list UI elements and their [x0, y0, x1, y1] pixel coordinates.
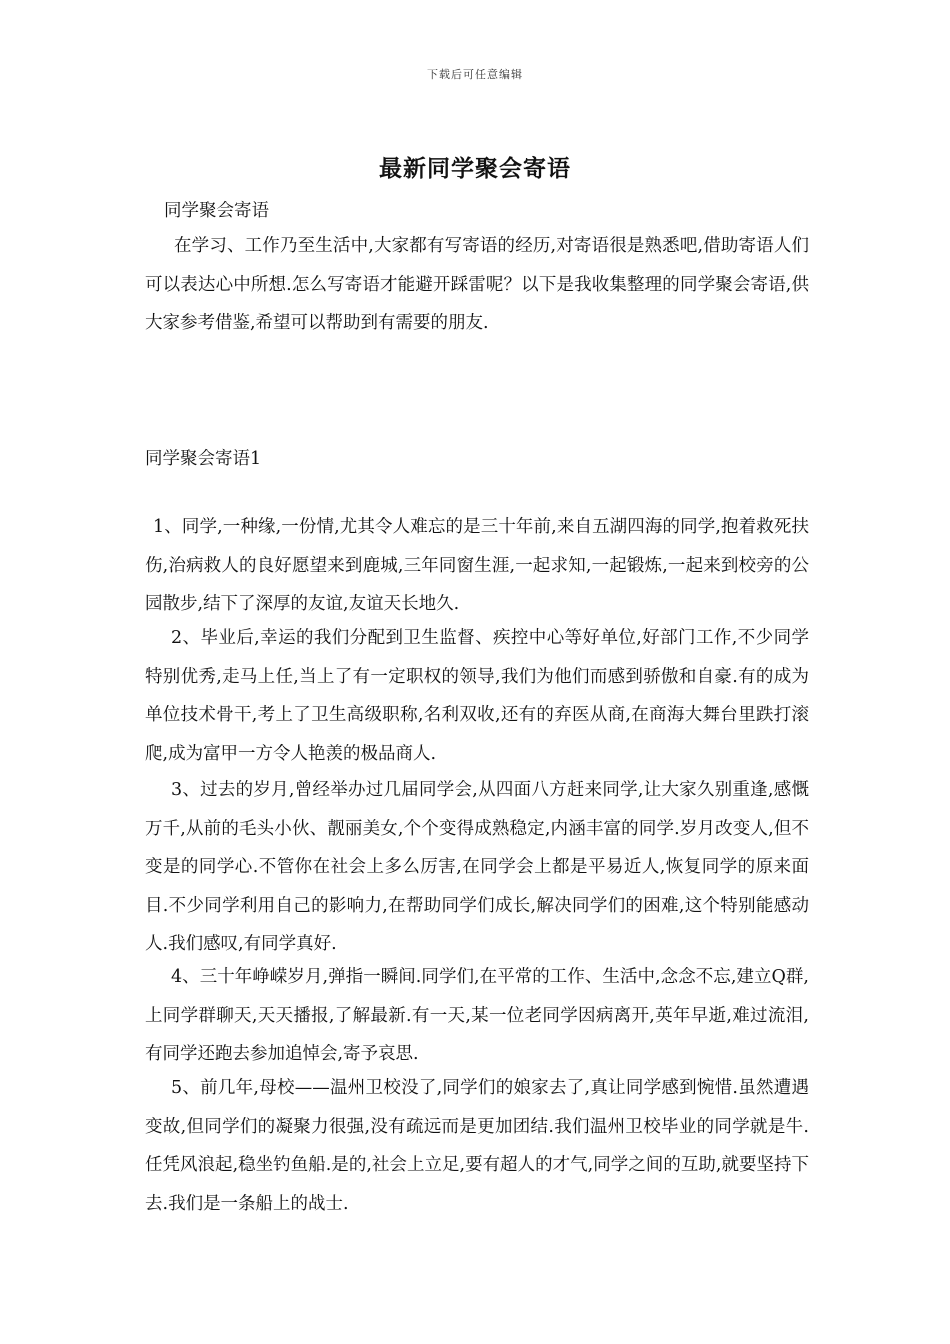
section-heading: 同学聚会寄语1 — [145, 449, 262, 469]
intro-paragraph: 在学习、工作乃至生活中,大家都有写寄语的经历,对寄语很是熟悉吧,借助寄语人们可以表达心中所想.怎么写寄语才能避开踩雷呢？以下是我收集整理的同学聚会寄语,供大家参考借鉴,希望可以帮助到有需要的朋友. — [145, 236, 809, 333]
paragraph-1: 1、同学,一种缘,一份情,尤其令人难忘的是三十年前,来自五湖四海的同学,抱着救死扶伤,治病救人的良好愿望来到鹿城,三年同窗生涯,一起求知,一起锻炼,一起来到校旁的公园散步,结下了深厚的友谊,友谊天长地久. — [145, 517, 809, 614]
paragraph-4: 4、三十年峥嵘岁月,弹指一瞬间.同学们,在平常的工作、生活中,念念不忘,建立Q群,上同学群聊天,天天播报,了解最新.有一天,某一位老同学因病离开,英年早逝,难过流泪,有同学还跑去参加追悼会,寄予哀思. — [145, 967, 809, 1064]
paragraph-2: 2、毕业后,幸运的我们分配到卫生监督、疾控中心等好单位,好部门工作,不少同学特别优秀,走马上任,当上了有一定职权的领导,我们为他们而感到骄傲和自豪.有的成为单位技术骨干,考上了卫生高级职称,名利双收,还有的弃医从商,在商海大舞台里跌打滚爬,成为富甲一方令人艳羡的极品商人. — [145, 628, 809, 764]
header-note: 下载后可任意编辑 — [427, 68, 523, 81]
document-title: 最新同学聚会寄语 — [379, 155, 571, 182]
document-subtitle: 同学聚会寄语 — [164, 201, 269, 221]
paragraph-5: 5、前几年,母校——温州卫校没了,同学们的娘家去了,真让同学感到惋惜.虽然遭遇变故,但同学们的凝聚力很强,没有疏远而是更加团结.我们温州卫校毕业的同学就是牛.任凭风浪起,稳坐钓鱼船.是的,社会上立足,要有超人的才气,同学之间的互助,就要坚持下去.我们是一条船上的战士. — [145, 1078, 809, 1214]
paragraph-3: 3、过去的岁月,曾经举办过几届同学会,从四面八方赶来同学,让大家久别重逢,感慨万千,从前的毛头小伙、靓丽美女,个个变得成熟稳定,内涵丰富的同学.岁月改变人,但不变是的同学心.不管你在社会上多么厉害,在同学会上都是平易近人,恢复同学的原来面目.不少同学利用自己的影响力,在帮助同学们成长,解决同学们的困难,这个特别能感动人.我们感叹,有同学真好. — [145, 780, 809, 954]
